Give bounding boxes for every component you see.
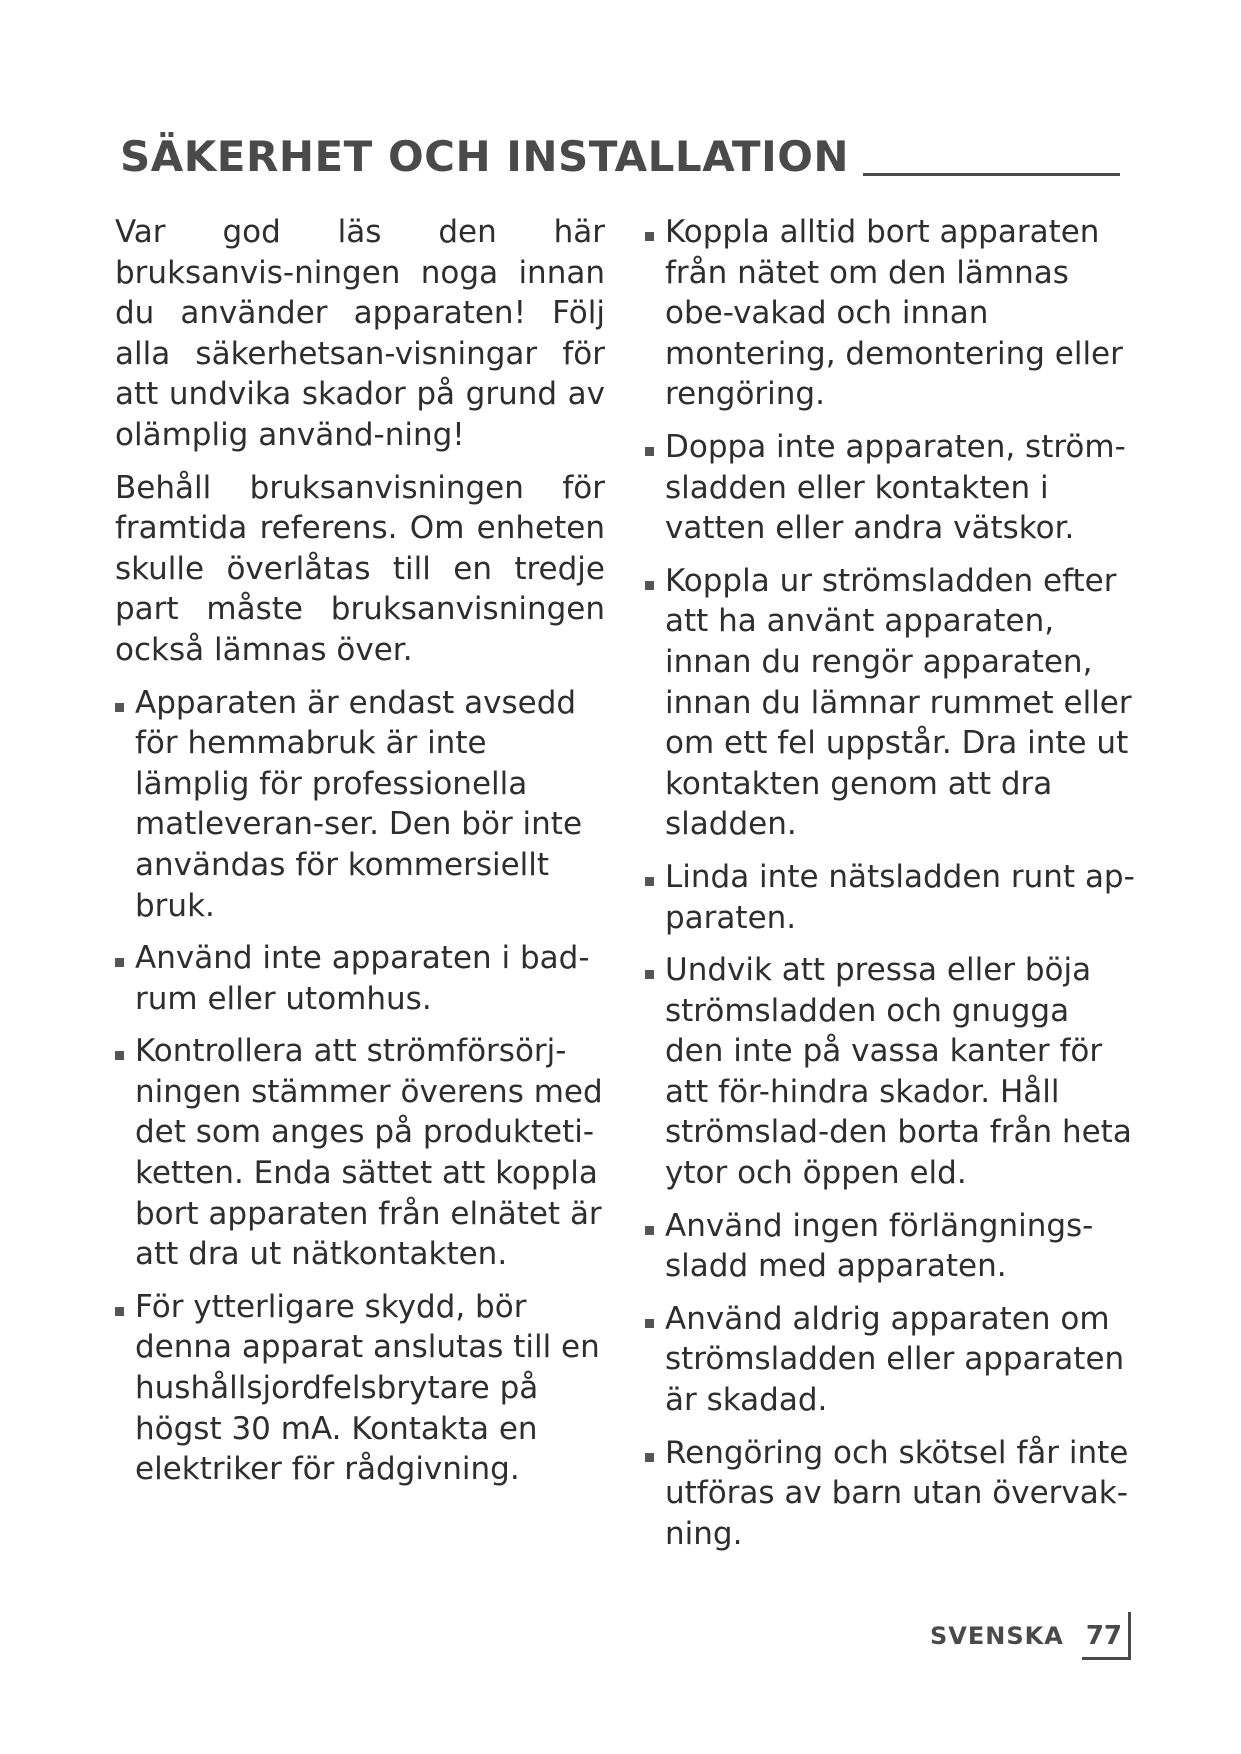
square-bullet-icon: [645, 877, 654, 886]
page-title: SÄKERHET OCH INSTALLATION: [120, 132, 850, 181]
list-item: [645, 1299, 1135, 1421]
list-item: [645, 950, 1135, 1194]
square-bullet-icon: [115, 958, 124, 967]
square-bullet-icon: [645, 970, 654, 979]
list-item: [645, 1433, 1135, 1555]
bullet-text: För ytterligare skydd, bör denna apparat anslutas till en hushållsjordfelsbrytare på högst 30 mA. Kontakta en elektriker för rådgivning.: [135, 1288, 600, 1488]
list-item: [645, 212, 1135, 415]
list-item: [115, 938, 605, 1019]
bullet-text: Använd aldrig apparaten om strömsladden eller apparaten är skadad.: [665, 1300, 1125, 1419]
bullet-text: Kontrollera att strömförsörj-ningen stämmer överens med det som anges på produkteti-ketten. Enda sättet att koppla bort apparaten från elnätet är att dra ut nätkontakten.: [135, 1033, 603, 1273]
list-item: [645, 1206, 1135, 1287]
list-item: [645, 561, 1135, 845]
right-bullet-list: [645, 212, 1135, 1554]
square-bullet-icon: [645, 1453, 654, 1462]
intro-paragraph: Behåll bruksanvisningen för framtida referens. Om enheten skulle överlåtas till en tredje part måste bruksanvisningen också lämnas över.: [115, 469, 605, 668]
square-bullet-icon: [645, 232, 654, 241]
bullet-text: Använd inte apparaten i bad-rum eller utomhus.: [135, 940, 590, 1017]
bullet-text: Koppla ur strömsladden efter att ha använt apparaten, innan du rengör apparaten, innan du lämnar rummet eller om ett fel uppstår. Dra inte ut kontakten genom att dra sladden.: [665, 562, 1132, 843]
bullet-text: Koppla alltid bort apparaten från nätet om den lämnas obe-vakad och innan montering, demontering eller rengöring.: [665, 214, 1123, 413]
header-rule: [863, 173, 1120, 176]
footer-bar: [1128, 1612, 1131, 1660]
list-item: [115, 683, 605, 927]
bullet-text: Apparaten är endast avsedd för hemmabruk är inte lämplig för professionella matleveran-ser. Den bör inte användas för kommersiellt bruk.: [135, 684, 583, 924]
right-column: [645, 212, 1135, 1566]
list-item: [645, 427, 1135, 549]
page-header: [120, 118, 1120, 181]
left-column: [115, 212, 605, 1502]
left-bullet-list: [115, 683, 605, 1490]
bullet-text: Doppa inte apparaten, ström-sladden eller kontakten i vatten eller andra vätskor.: [665, 428, 1126, 547]
bullet-text: Använd ingen förlängnings-sladd med apparaten.: [665, 1207, 1094, 1285]
page-footer: [930, 1612, 1131, 1660]
bullet-text: Rengöring och skötsel får inte utföras av barn utan övervak-ning.: [665, 1434, 1129, 1552]
square-bullet-icon: [115, 703, 124, 712]
square-bullet-icon: [645, 447, 654, 456]
square-bullet-icon: [645, 581, 654, 590]
list-item: [645, 857, 1135, 938]
square-bullet-icon: [115, 1307, 124, 1316]
intro-paragraph: Var god läs den här bruksanvis-ningen noga innan du använder apparaten! Följ alla säkerhetsan-visningar för att undvika skador på grund av olämplig använd-ning!: [115, 214, 605, 453]
square-bullet-icon: [115, 1051, 124, 1060]
square-bullet-icon: [645, 1319, 654, 1328]
list-item: [115, 1287, 605, 1490]
footer-language: SVENSKA: [930, 1622, 1064, 1650]
page-number: 77: [1082, 1621, 1128, 1660]
bullet-text: Undvik att pressa eller böja strömsladden och gnugga den inte på vassa kanter för att för-hindra skador. Håll strömslad-den borta från heta ytor och öppen eld.: [665, 952, 1132, 1192]
square-bullet-icon: [645, 1226, 654, 1235]
list-item: [115, 1031, 605, 1275]
bullet-text: Linda inte nätsladden runt ap-paraten.: [665, 858, 1135, 936]
